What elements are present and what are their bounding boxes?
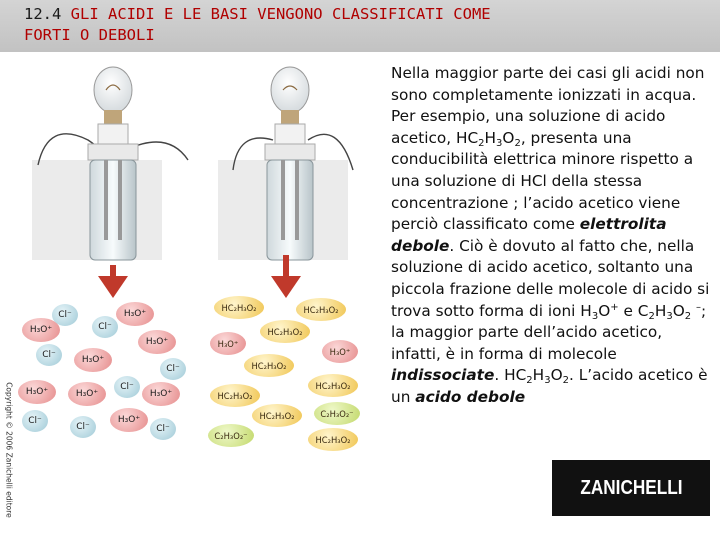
title-line-2: FORTI O DEBOLI xyxy=(24,26,155,44)
formula-acetate: $C_2H_3O_2$ – xyxy=(637,301,702,322)
slide-title xyxy=(24,4,491,46)
ion-hydronium: H₃O⁺ xyxy=(68,382,106,406)
logo-text: ZANICHELLI xyxy=(579,476,683,499)
acetic-acid-panel xyxy=(204,292,364,452)
illustration xyxy=(18,60,382,456)
ion-hydronium: H₃O⁺ xyxy=(116,302,154,326)
ion-hydronium: H₃O⁺ xyxy=(110,408,148,432)
ion-hydronium: H₃O⁺ xyxy=(18,380,56,404)
left-light-bulb xyxy=(94,67,132,113)
right-beaker xyxy=(267,160,313,260)
text-segment: , presenta una conducibilità elettrica minore rispetto a una soluzione di HCl della stessa concentrazione ; l’acido acetico viene perciò classificato come xyxy=(391,128,694,234)
text-segment: . xyxy=(494,366,505,385)
molecule-acetic-acid: HC₂H₃O₂ xyxy=(214,296,264,319)
ion-chloride: Cl⁻ xyxy=(114,376,140,398)
hcl-ions-panel xyxy=(18,292,188,452)
text-segment: ; la maggior parte dell’acido acetico, infatti, è in forma di molecole xyxy=(391,301,707,363)
formula-acetic-acid: $HC_2H_3O_2$ xyxy=(455,128,521,149)
term-undissociated: indissociate xyxy=(391,366,495,385)
ion-hydronium: H₃O⁺ xyxy=(138,330,176,354)
ion-chloride: Cl⁻ xyxy=(70,416,96,438)
ion-chloride: Cl⁻ xyxy=(22,410,48,432)
ion-hydronium: H₃O⁺ xyxy=(210,332,246,355)
zanichelli-logo xyxy=(552,460,710,516)
term-weak-electrolyte: elettrolita debole xyxy=(391,215,667,255)
ion-acetate: C₂H₃O₂⁻ xyxy=(314,402,360,425)
ion-hydronium: H₃O⁺ xyxy=(142,382,180,406)
ion-chloride: Cl⁻ xyxy=(92,316,118,338)
formula-hydronium: $H_3O^+$ xyxy=(580,301,619,322)
molecule-acetic-acid: HC₂H₃O₂ xyxy=(252,404,302,427)
molecule-acetic-acid: HC₂H₃O₂ xyxy=(260,320,310,343)
copyright-notice xyxy=(2,380,16,520)
ion-hydronium: H₃O⁺ xyxy=(74,348,112,372)
text-segment: Nella maggior parte dei casi gli acidi non sono completamente ionizzati in acqua. Per esempio, una soluzione di acido acetico, xyxy=(391,64,705,147)
body-paragraph: Nella maggior parte dei casi gli acidi non sono completamente ionizzati in acqua. Per esempio, una soluzione di acido acetico, $HC_2H_3O_2$, presenta una conducibilità elettrica minore rispetto a una soluzione di HCl della stessa concentrazione ; l’acido acetico viene perciò classificato come elettrolita debole. Ciò è dovuto al fatto che, nella soluzione di acido acetico, soltanto una piccola frazione delle molecole di acido si trova sotto forma di ioni $H_3O^+$ e $C_2H_3O_2$ –; la maggior parte dell’acido acetico, infatti, è in forma di molecole indissociate. $HC_2H_3O_2$. L’acido acetico è un acido debole xyxy=(391,64,710,406)
title-line-1: GLI ACIDI E LE BASI VENGONO CLASSIFICATI COME xyxy=(70,5,491,23)
ion-chloride: Cl⁻ xyxy=(36,344,62,366)
molecule-acetic-acid: HC₂H₃O₂ xyxy=(308,428,358,451)
molecule-acetic-acid: HC₂H₃O₂ xyxy=(244,354,294,377)
term-weak-acid: acido debole xyxy=(415,387,526,406)
text-segment: . L’acido acetico è un xyxy=(391,366,708,406)
molecule-acetic-acid: HC₂H₃O₂ xyxy=(210,384,260,407)
formula-acetic-acid-2: $HC_2H_3O_2$ xyxy=(504,366,569,387)
conductivity-apparatus xyxy=(18,60,382,310)
ion-hydronium: H₃O⁺ xyxy=(22,318,60,342)
ion-chloride: Cl⁻ xyxy=(160,358,186,380)
ion-acetate: C₂H₃O₂⁻ xyxy=(208,424,254,447)
ion-hydronium: H₃O⁺ xyxy=(322,340,358,363)
right-light-bulb xyxy=(271,67,309,113)
section-number: 12.4 xyxy=(24,5,62,23)
molecule-acetic-acid: HC₂H₃O₂ xyxy=(308,374,358,397)
ion-chloride: Cl⁻ xyxy=(150,418,176,440)
copyright-text: Copyright © 2006 Zanichelli editore xyxy=(4,382,14,518)
text-segment: . Ciò è dovuto al fatto che, nella soluzione di acido acetico, soltanto una piccola frazione delle molecole di acido si trova sotto forma di ioni xyxy=(391,236,710,320)
molecule-acetic-acid: HC₂H₃O₂ xyxy=(296,298,346,321)
left-beaker xyxy=(90,160,136,260)
ion-chloride: Cl⁻ xyxy=(52,304,78,326)
